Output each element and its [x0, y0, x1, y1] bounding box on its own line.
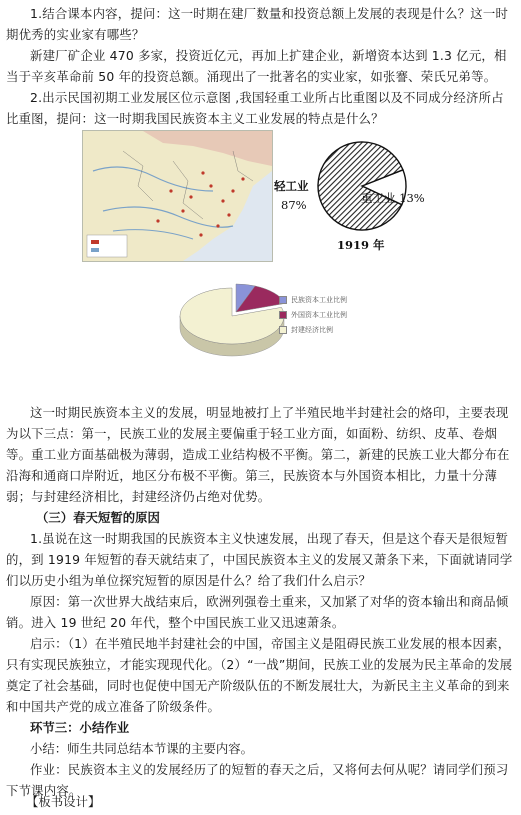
paragraph-characteristics: 这一时期民族资本主义的发展，明显地被打上了半殖民地半封建社会的烙印，主要表现为以下三点：第一，民族工业的发展主要偏重于轻工业方面，如面粉、纺织、皮革、卷烟等。重工业方面基础极为薄弱，造成工业结构极不平衡。第二，新建的民族工业大都分布在沿海和通商口岸附近，地区分布极不平衡。第三，民族资本与外国资本相比，力量十分薄弱；与封建经济相比，封建经济仍占绝对优势。	[6, 405, 510, 504]
paragraph-summary: 小结：师生共同总结本节课的主要内容。	[30, 741, 254, 756]
paragraph-question-2: 2.出示民国初期工业发展区位示意图 ,我国轻重工业所占比重图以及不同成分经济所占比重图，提问：这一时期我国民族资本主义工业发展的特点是什么？	[6, 90, 504, 126]
section-heading-short-spring: （三）春天短暂的原因	[36, 510, 160, 525]
legend-item-feudal-economy: 封建经济比例	[279, 322, 347, 337]
pie-label-heavy-industry: 重工业 13%	[361, 191, 425, 205]
pie-value-light-industry: 87%	[281, 198, 307, 212]
paragraph-inspiration: 启示：（1）在半殖民地半封建社会的中国，帝国主义是阻碍民族工业发展的根本因素，只有实现民族独立，才能实现现代化。（2）“一战”期间，民族工业的发展为民主革命的发展奠定了社会基础，同时也促使中国无产阶级队伍的不断发展壮大，为新民主主义革命的到来和中国共产党的成立准备了阶级条件。	[6, 636, 513, 714]
legend-swatch	[279, 296, 287, 304]
paragraph-answer-1: 新建厂矿企业 470 多家，投资近亿元，再加上扩建企业，新增资本达到 1.3 亿元，相当于辛亥革命前 50 年的投资总额。涌现出了一批著名的实业家，如张謇、荣氏兄弟等。	[6, 48, 507, 84]
paragraph-homework: 作业：民族资本主义的发展经历了的短暂的春天之后，又将何去何从呢？请同学们预习下节课内容。	[6, 762, 509, 798]
paragraph-question-3: 1.虽说在这一时期我国的民族资本主义快速发展，出现了春天，但是这个春天是很短暂的，到 1919 年短暂的春天就结束了，中国民族资本主义的发展又萧条下来，下面就请同学们以历史小组为单位探究短暂的原因是什么？给了我们什么启示？	[6, 531, 513, 588]
pie2-legend	[279, 292, 347, 337]
paragraph-question-1: 1.结合课本内容，提问：这一时期在建厂数量和投资总额上发展的表现是什么？这一时期优秀的实业家有哪些？	[6, 6, 509, 42]
section-heading-summary: 环节三：小结作业	[30, 720, 130, 735]
pie-year-label: 1919 年	[337, 238, 385, 252]
pie-label-light-industry: 轻工业	[274, 179, 309, 193]
paragraph-reason: 原因：第一次世界大战结束后，欧洲列强卷土重来，又加紧了对华的资本输出和商品倾销。进入 19 世纪 20 年代，整个中国民族工业又迅速萧条。	[6, 594, 509, 630]
legend-swatch	[279, 311, 287, 319]
board-design-heading: 【板书设计】	[26, 794, 101, 809]
legend-item-foreign-capital: 外国资本工业比例	[279, 307, 347, 322]
legend-item-national-capital: 民族资本工业比例	[279, 292, 347, 307]
industrial-location-map	[82, 130, 273, 262]
legend-swatch	[279, 326, 287, 334]
